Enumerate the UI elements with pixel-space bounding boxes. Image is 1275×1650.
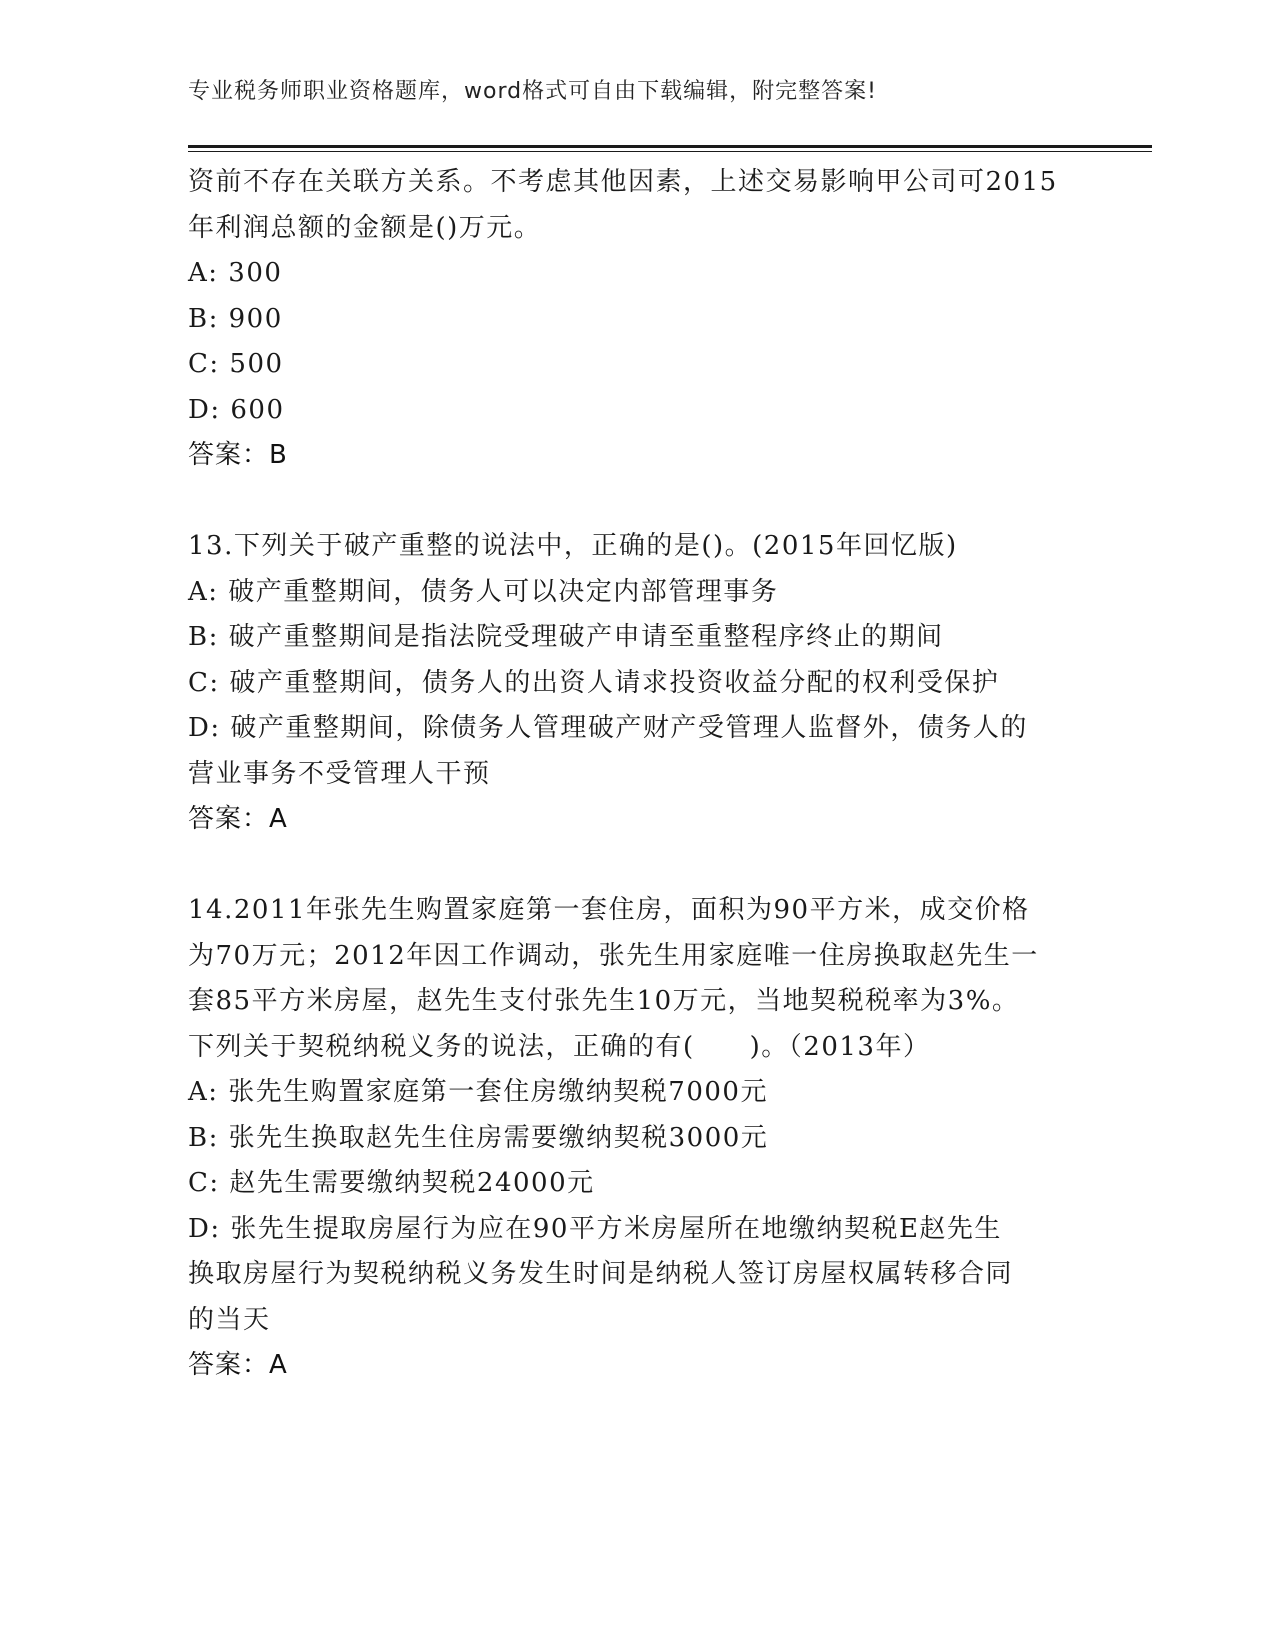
- spacer: [188, 843, 1088, 889]
- option-d-continued: 的当天: [188, 1304, 271, 1335]
- answer-line: 答案：A: [188, 1350, 288, 1380]
- question-13: [188, 524, 1088, 843]
- option-c: C: 500: [188, 349, 284, 379]
- option-a: A: 张先生购置家庭第一套住房缴纳契税7000元: [188, 1077, 768, 1107]
- header-divider-thin: [188, 151, 1152, 152]
- question-12: [188, 160, 1088, 479]
- option-d-continued: 营业事务不受管理人干预: [188, 758, 491, 789]
- answer-line: 答案：B: [188, 440, 288, 470]
- option-d: D: 破产重整期间，除债务人管理破产财产受管理人监督外，债务人的: [188, 713, 1028, 743]
- question-14: [188, 888, 1088, 1389]
- option-b: B: 900: [188, 303, 283, 334]
- question-stem-line: 为70万元；2012年因工作调动，张先生用家庭唯一住房换取赵先生一: [188, 940, 1039, 971]
- option-a: A: 300: [188, 258, 283, 288]
- option-b: B: 张先生换取赵先生住房需要缴纳契税3000元: [188, 1122, 769, 1153]
- question-stem-line: 年利润总额的金额是()万元。: [188, 212, 542, 243]
- option-c: C: 赵先生需要缴纳契税24000元: [188, 1168, 595, 1198]
- page-header: 专业税务师职业资格题库，word格式可自由下载编辑，附完整答案!: [188, 79, 877, 104]
- option-d-continued: 换取房屋行为契税纳税义务发生时间是纳税人签订房屋权属转移合同: [188, 1259, 1014, 1289]
- option-d: D: 张先生提取房屋行为应在90平方米房屋所在地缴纳契税E赵先生: [188, 1213, 1002, 1244]
- answer-line: 答案：A: [188, 804, 288, 834]
- option-b: B: 破产重整期间是指法院受理破产申请至重整程序终止的期间: [188, 622, 944, 652]
- question-stem-line: 14.2011年张先生购置家庭第一套住房，面积为90平方米，成交价格: [188, 895, 1030, 925]
- option-a: A: 破产重整期间，债务人可以决定内部管理事务: [188, 576, 779, 607]
- question-stem-line: 下列关于契税纳税义务的说法，正确的有( )。（2013年）: [188, 1031, 931, 1062]
- spacer: [188, 479, 1088, 525]
- question-stem-line: 套85平方米房屋，赵先生支付张先生10万元，当地契税税率为3%。: [188, 986, 1020, 1016]
- question-stem-line: 资前不存在关联方关系。不考虑其他因素，上述交易影响甲公司可2015: [188, 167, 1058, 197]
- header-divider-thick: [188, 145, 1152, 148]
- question-stem-line: 13.下列关于破产重整的说法中，正确的是()。(2015年回忆版): [188, 531, 958, 561]
- document-body: [188, 160, 1088, 1389]
- option-c: C: 破产重整期间，债务人的出资人请求投资收益分配的权利受保护: [188, 667, 1000, 698]
- option-d: D: 600: [188, 394, 285, 425]
